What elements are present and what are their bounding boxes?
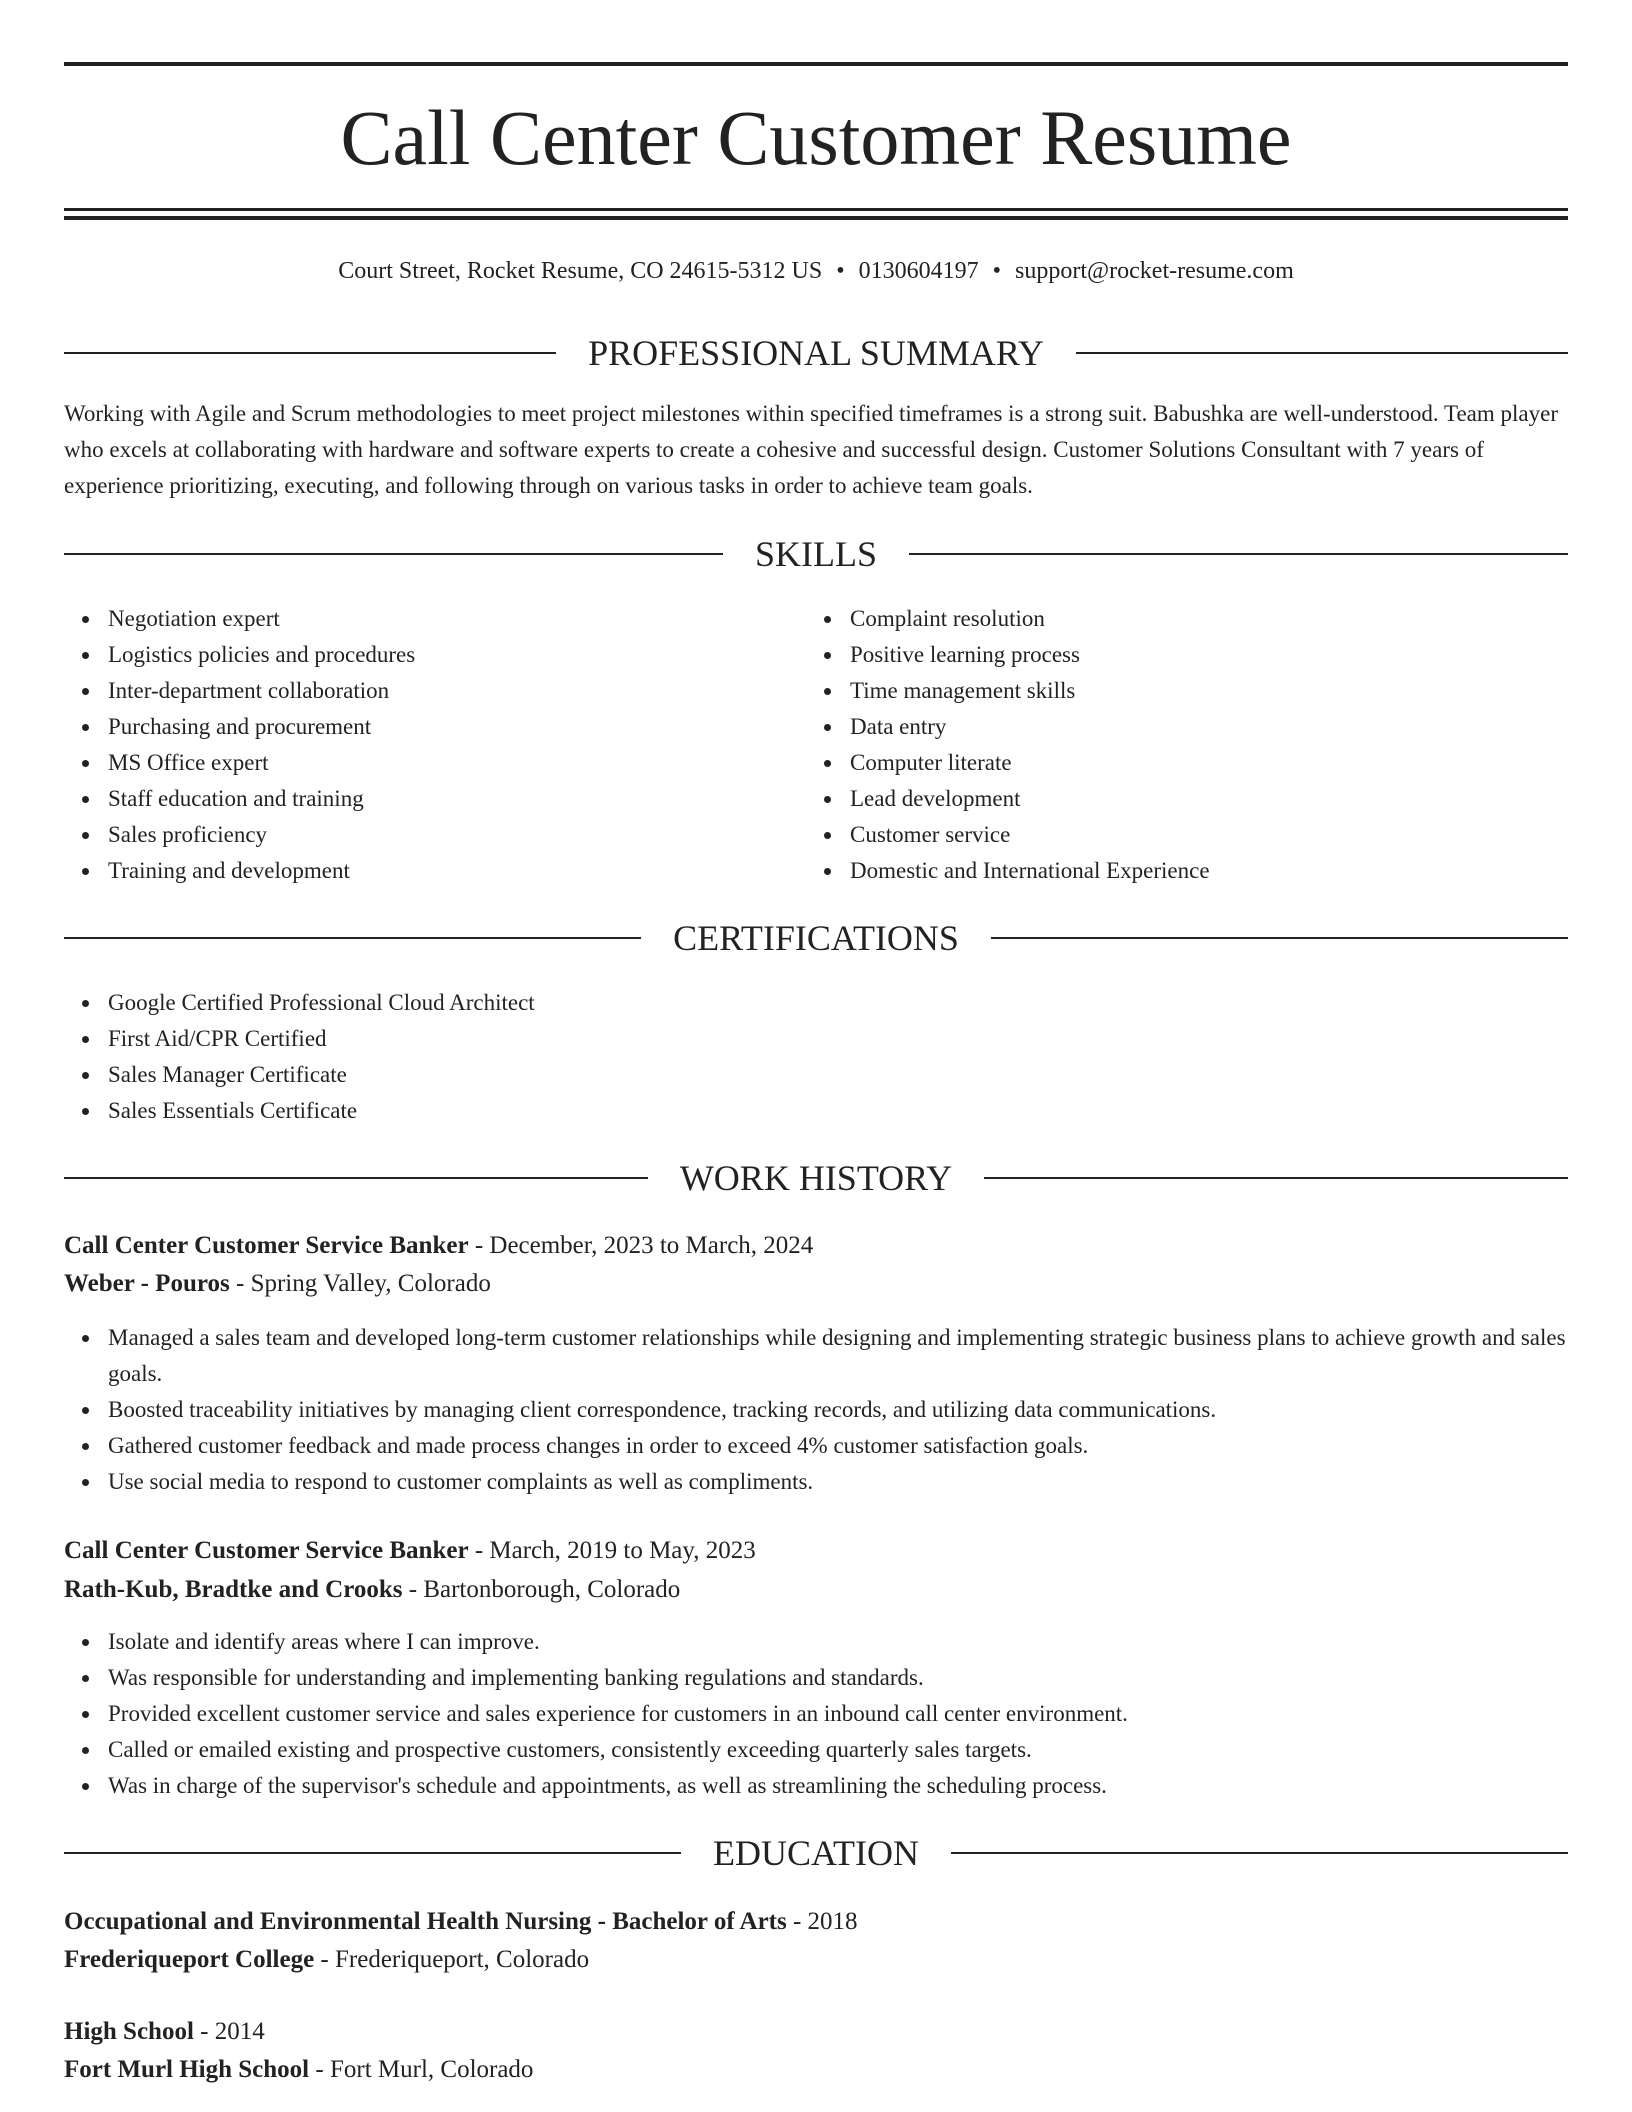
- skill-item: Computer literate: [850, 745, 1550, 781]
- section-title: SKILLS: [755, 534, 878, 574]
- section-title: EDUCATION: [713, 1833, 919, 1873]
- skills-list-left: [64, 601, 808, 889]
- heading-rule: [64, 553, 723, 555]
- heading-rule: [64, 937, 641, 939]
- certification-item: Sales Essentials Certificate: [108, 1093, 1568, 1129]
- heading-rule: [991, 937, 1568, 939]
- section-heading-certifications: [64, 916, 1568, 960]
- job-bullet: Called or emailed existing and prospective customers, consistently exceeding quarterly sales targets.: [108, 1732, 1568, 1768]
- job-bullet: Isolate and identify areas where I can improve.: [108, 1624, 1568, 1660]
- heading-rule: [64, 1852, 681, 1854]
- job-title-line: [64, 1532, 1568, 1570]
- job-company: Rath-Kub, Bradtke and Crooks: [64, 1576, 403, 1603]
- skill-item: Training and development: [108, 853, 808, 889]
- job-company: Weber - Pouros: [64, 1270, 230, 1297]
- job-location: - Bartonborough, Colorado: [402, 1576, 681, 1603]
- section-heading-summary: [64, 331, 1568, 375]
- job-title: Call Center Customer Service Banker: [64, 1537, 469, 1564]
- job-bullet: Gathered customer feedback and made process changes in order to exceed 4% customer satisfaction goals.: [108, 1428, 1568, 1464]
- certification-item: Google Certified Professional Cloud Architect: [108, 985, 1568, 1021]
- contact-separator: •: [992, 258, 1002, 284]
- heading-rule: [1076, 352, 1568, 354]
- job-bullets: [64, 1624, 1568, 1804]
- skill-item: Complaint resolution: [850, 601, 1550, 637]
- title-top-rule: [64, 62, 1568, 66]
- job-location: - Spring Valley, Colorado: [229, 1270, 491, 1297]
- skills-list-right: [806, 601, 1550, 889]
- section-heading-skills: [64, 532, 1568, 576]
- title-bottom-rule-2: [64, 216, 1568, 220]
- heading-rule: [951, 1852, 1568, 1854]
- skill-item: Lead development: [850, 781, 1550, 817]
- title-bottom-rule: [64, 208, 1568, 211]
- section-title: CERTIFICATIONS: [673, 918, 959, 958]
- skill-item: Positive learning process: [850, 637, 1550, 673]
- education-school-line: [64, 2051, 1568, 2089]
- contact-separator: •: [836, 258, 845, 284]
- heading-rule: [64, 1177, 648, 1179]
- job-title-line: [64, 1227, 1568, 1265]
- summary-text: Working with Agile and Scrum methodologies to meet project milestones within specified timeframes is a strong suit. Babushka are well-understood. Team player who excels at collaborating with hardware and software experts to create a cohesive and successful design. Customer Solutions Consultant with 7 years of experience prioritizing, executing, and following through on various tasks in order to achieve team goals.: [64, 401, 1558, 498]
- heading-rule: [64, 352, 556, 354]
- contact-phone: 0130604197: [858, 258, 979, 284]
- skill-item: Domestic and International Experience: [850, 853, 1550, 889]
- skill-item: Negotiation expert: [108, 601, 808, 637]
- skill-item: Purchasing and procurement: [108, 709, 808, 745]
- job-dates: - March, 2019 to May, 2023: [468, 1537, 756, 1564]
- certifications-list: [64, 985, 1568, 1129]
- education-school: Fort Murl High School: [64, 2056, 310, 2083]
- contact-line: [64, 254, 1568, 288]
- skill-item: Customer service: [850, 817, 1550, 853]
- job-bullet: Was in charge of the supervisor's schedule and appointments, as well as streamlining the scheduling process.: [108, 1768, 1568, 1804]
- education-location: - Frederiqueport, Colorado: [314, 1946, 590, 1973]
- skill-item: MS Office expert: [108, 745, 808, 781]
- education-school: Frederiqueport College: [64, 1946, 315, 1973]
- education-degree: Occupational and Environmental Health Nursing - Bachelor of Arts: [64, 1908, 787, 1935]
- heading-rule: [984, 1177, 1568, 1179]
- section-heading-education: [64, 1831, 1568, 1875]
- job-company-line: [64, 1571, 1568, 1609]
- skill-item: Time management skills: [850, 673, 1550, 709]
- skill-item: Inter-department collaboration: [108, 673, 808, 709]
- education-degree: High School: [64, 2018, 194, 2045]
- education-location: - Fort Murl, Colorado: [309, 2056, 534, 2083]
- certification-item: Sales Manager Certificate: [108, 1057, 1568, 1093]
- contact-email[interactable]: support@rocket-resume.com: [1015, 258, 1294, 284]
- education-year: - 2014: [193, 2018, 265, 2045]
- job-bullet: Provided excellent customer service and sales experience for customers in an inbound call center environment.: [108, 1696, 1568, 1732]
- page-title: Call Center Customer Resume: [340, 94, 1292, 181]
- job-bullet: Was responsible for understanding and implementing banking regulations and standards.: [108, 1660, 1568, 1696]
- section-title: WORK HISTORY: [679, 1158, 953, 1198]
- education-degree-line: [64, 2013, 1568, 2051]
- job-dates: - December, 2023 to March, 2024: [468, 1232, 814, 1259]
- job-company-line: [64, 1265, 1568, 1303]
- skill-item: Sales proficiency: [108, 817, 808, 853]
- job-title: Call Center Customer Service Banker: [64, 1232, 469, 1259]
- skill-item: Data entry: [850, 709, 1550, 745]
- skill-item: Logistics policies and procedures: [108, 637, 808, 673]
- certification-item: First Aid/CPR Certified: [108, 1021, 1568, 1057]
- education-school-line: [64, 1941, 1568, 1979]
- job-bullet: Boosted traceability initiatives by managing client correspondence, tracking records, and utilizing data communications.: [108, 1392, 1568, 1428]
- job-bullet: Use social media to respond to customer complaints as well as compliments.: [108, 1464, 1568, 1500]
- job-bullet: Managed a sales team and developed long-term customer relationships while designing and implementing strategic business plans to achieve growth and sales goals.: [108, 1320, 1568, 1392]
- skill-item: Staff education and training: [108, 781, 808, 817]
- section-heading-work-history: [64, 1156, 1568, 1200]
- contact-address: Court Street, Rocket Resume, CO 24615-5312 US: [338, 258, 823, 284]
- section-title: PROFESSIONAL SUMMARY: [588, 333, 1044, 373]
- job-bullets: [64, 1320, 1568, 1500]
- education-year: - 2018: [786, 1908, 858, 1935]
- education-degree-line: [64, 1903, 1568, 1941]
- heading-rule: [909, 553, 1568, 555]
